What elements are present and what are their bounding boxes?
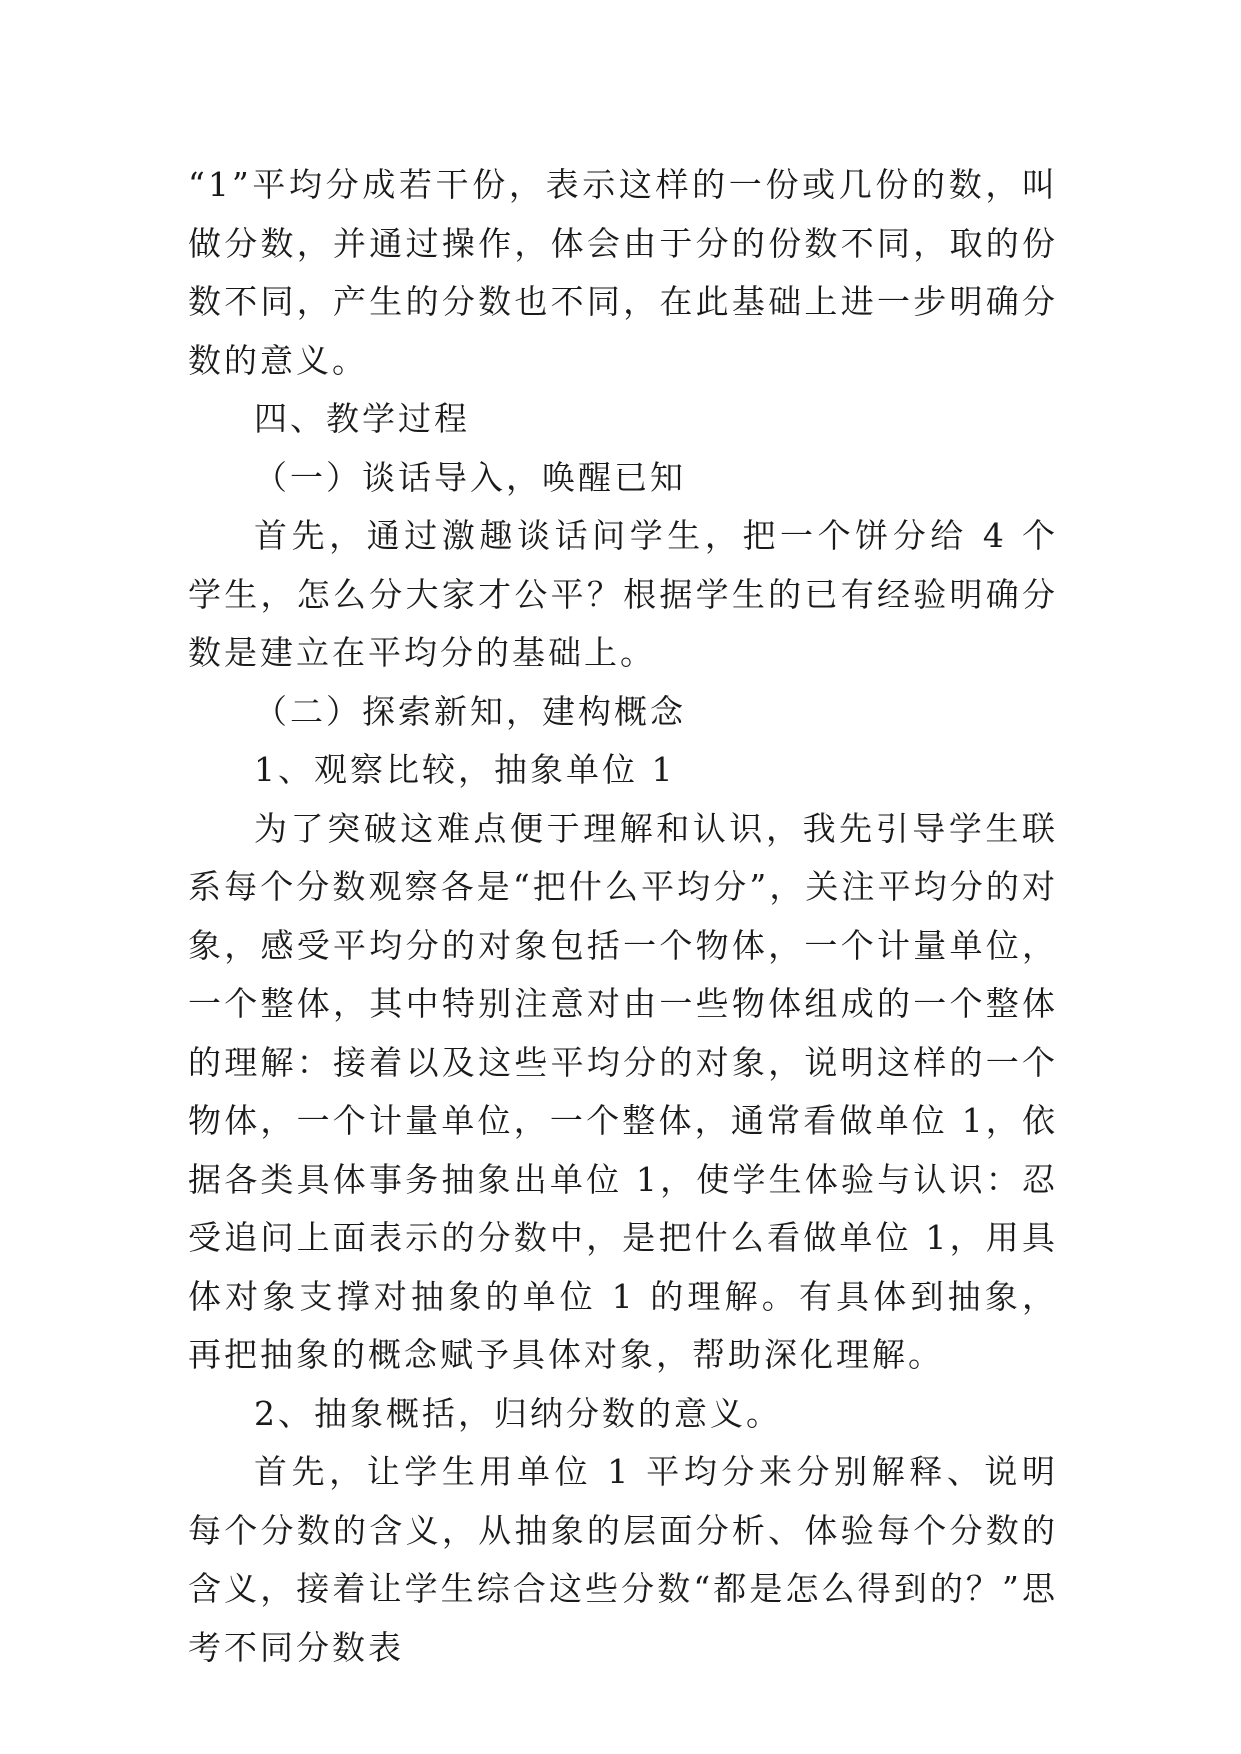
paragraph-abstract-summarize: 首先，让学生用单位 1 平均分来分别解释、说明每个分数的含义，从抽象的层面分析、体验每个分数的含义，接着让学生综合这些分数“都是怎么得到的？”思考不同分数表 bbox=[188, 1452, 1058, 1667]
paragraph-continuation: “1”平均分成若干份，表示这样的一份或几份的数，叫做分数，并通过操作，体会由于分的份数不同，取的份数不同，产生的分数也不同，在此基础上进一步明确分数的意义。 bbox=[188, 165, 1058, 380]
paragraph-introduction: 首先，通过激趣谈话问学生，把一个饼分给 4 个学生，怎么分大家才公平？根据学生的已有经验明确分数是建立在平均分的基础上。 bbox=[188, 516, 1058, 672]
step-heading-observe-compare: 1、观察比较，抽象单位 1 bbox=[254, 750, 676, 789]
subsection-heading-introduction: （一）谈话导入，唤醒已知 bbox=[254, 457, 686, 497]
subsection-heading-explore: （二）探索新知，建构概念 bbox=[254, 691, 686, 731]
paragraph-observe-compare: 为了突破这难点便于理解和认识，我先引导学生联系每个分数观察各是“把什么平均分”，关注平均分的对象，感受平均分的对象包括一个物体，一个计量单位，一个整体，其中特别注意对由一些物体组成的一个整体的理解：接着以及这些平均分的对象，说明这样的一个物体，一个计量单位，一个整体，通常看做单位 1，依据各类具体事务抽象出单位 1，使学生体验与认识：忍受追问上面表示的分数中，是把什么看做单位 1，用具体对象支撑对抽象的单位 1 的理解。有具体到抽象，再把抽象的概念赋予具体对象，帮助深化理解。 bbox=[188, 808, 1058, 1374]
document-body bbox=[188, 156, 1058, 1677]
step-heading-abstract-summarize: 2、抽象概括，归纳分数的意义。 bbox=[254, 1393, 782, 1433]
section-heading-teaching-process: 四、教学过程 bbox=[254, 399, 470, 438]
